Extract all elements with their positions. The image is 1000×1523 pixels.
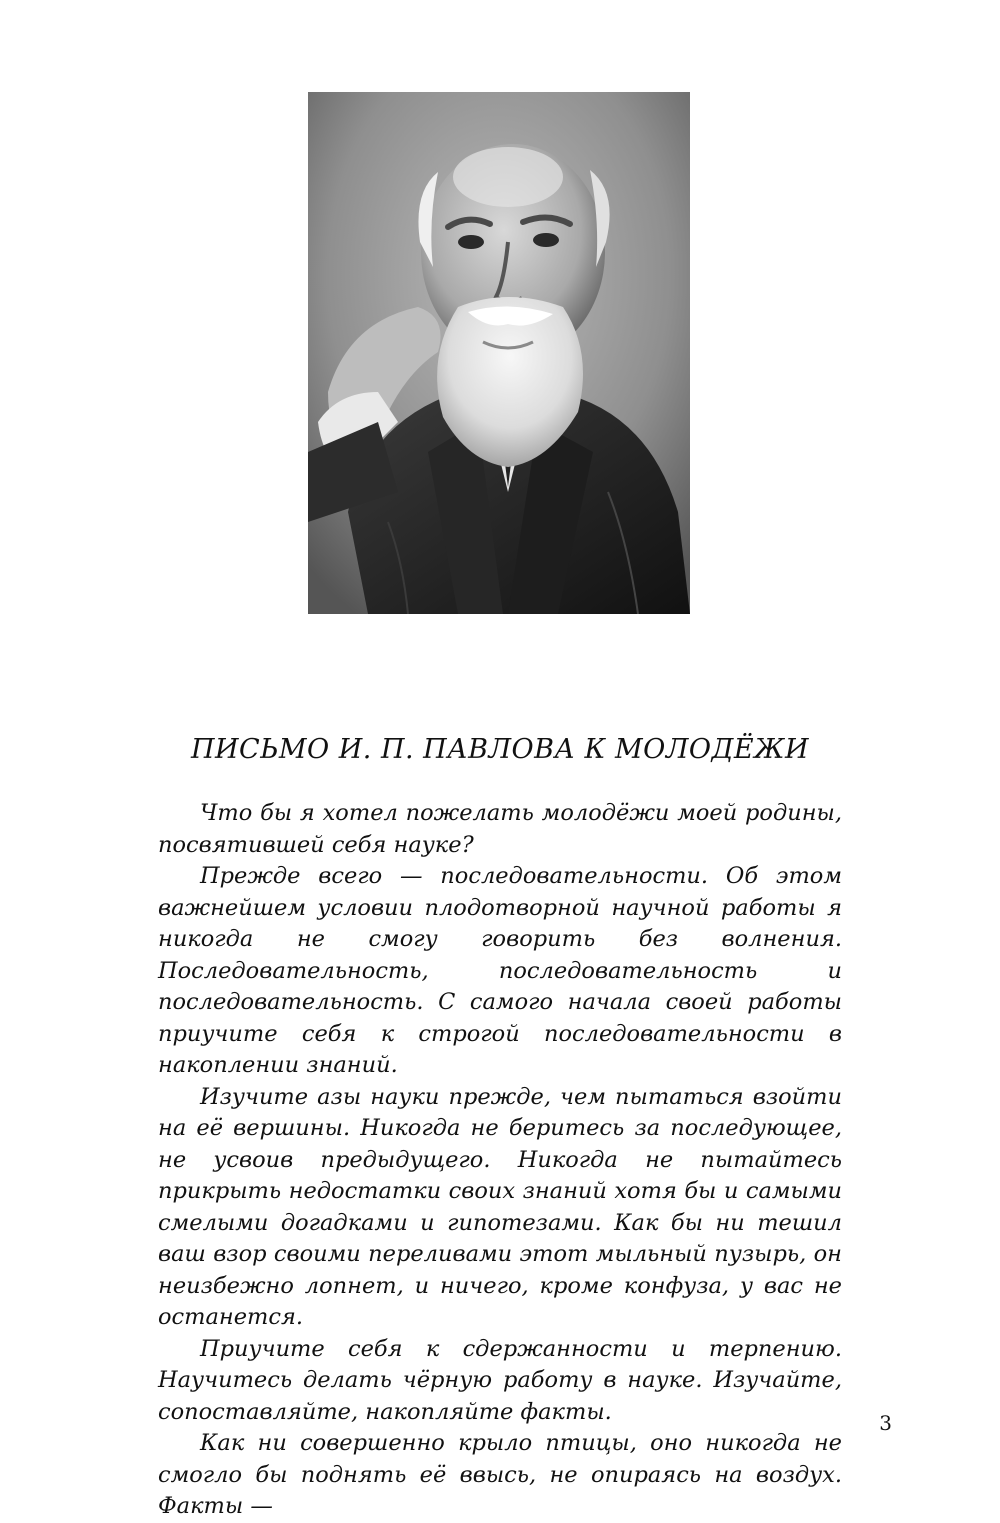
portrait-photo bbox=[308, 92, 690, 614]
paragraph: Что бы я хотел пожелать молодёжи моей родины, посвятившей себя науке? bbox=[158, 800, 842, 858]
paragraph: Прежде всего — последовательности. Об этом важнейшем условии плодотворной научной работы я никогда не смогу говорить без волнения. Последовательность, последовательность и последовательность. С самого начала своей работы приучите себя к строгой последовательности в накоплении знаний. bbox=[158, 863, 842, 1078]
letter-text bbox=[158, 798, 842, 1523]
paragraph: Изучите азы науки прежде, чем пытаться взойти на её вершины. Никогда не беритесь за последующее, не усвоив предыдущего. Никогда не пытайтесь прикрыть недостатки своих знаний хотя бы и самыми смелыми догадками и гипотезами. Как бы ни тешил ваш взор своими переливами этот мыльный пузырь, он неизбежно лопнет, и ничего, кроме конфуза, у вас не останется. bbox=[158, 1083, 842, 1330]
paragraph: Как ни совершенно крыло птицы, оно никогда не смогло бы поднять её ввысь, не опираясь на воздух. Факты — bbox=[158, 1430, 842, 1519]
page-title: ПИСЬМО И. П. ПАВЛОВА К МОЛОДЁЖИ bbox=[190, 734, 810, 765]
portrait-photo-icon bbox=[308, 92, 690, 614]
page-number: 3 bbox=[879, 1411, 892, 1435]
paragraph: Приучите себя к сдержанности и терпению. Научитесь делать чёрную работу в науке. Изучайте, сопоставляйте, накопляйте факты. bbox=[158, 1335, 842, 1425]
